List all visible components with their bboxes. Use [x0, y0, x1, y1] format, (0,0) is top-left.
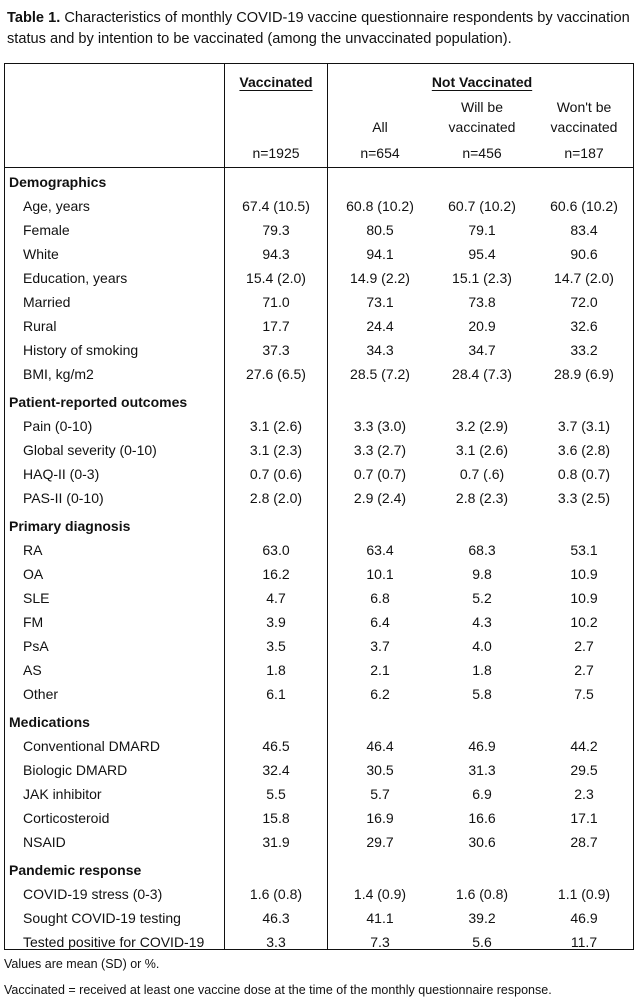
cell-value: 46.3 — [262, 910, 290, 926]
table-row — [5, 462, 633, 486]
cell-value: 73.1 — [366, 294, 394, 310]
table-row — [5, 338, 633, 362]
cell-value: 79.3 — [262, 222, 290, 238]
cell-value: 14.9 (2.2) — [350, 270, 410, 286]
table-row — [5, 586, 633, 610]
cell-value: 4.0 — [472, 638, 492, 654]
table-row — [5, 634, 633, 658]
row-label: HAQ-II (0-3) — [23, 466, 100, 482]
table-label: Table 1. — [7, 10, 61, 26]
row-label: PAS-II (0-10) — [23, 490, 104, 506]
cell-value: 94.3 — [262, 246, 290, 262]
cell-value: 3.5 — [266, 638, 286, 654]
cell-value: 3.3 (2.5) — [557, 490, 611, 506]
cell-value: 24.4 — [366, 318, 394, 334]
cell-value: 60.6 (10.2) — [550, 198, 618, 214]
cell-value: 28.4 (7.3) — [452, 366, 512, 382]
cell-value: 60.8 (10.2) — [346, 198, 414, 214]
cell-value: 9.8 — [472, 566, 492, 582]
row-label: RA — [23, 542, 43, 558]
cell-value: 29.5 — [570, 762, 598, 778]
cell-value: 53.1 — [570, 542, 598, 558]
row-label: Corticosteroid — [23, 810, 110, 826]
table-row — [5, 362, 633, 386]
cell-value: 90.6 — [570, 246, 598, 262]
cell-value: 30.5 — [366, 762, 394, 778]
table-row — [5, 290, 633, 314]
cell-value: 3.7 — [370, 638, 390, 654]
section-header: Medications — [9, 714, 90, 730]
cell-value: 83.4 — [570, 222, 598, 238]
cell-value: 10.9 — [570, 566, 598, 582]
cell-value: 5.5 — [266, 786, 286, 802]
cell-value: 67.4 (10.5) — [242, 198, 310, 214]
table-row — [5, 658, 633, 682]
row-label: Sought COVID-19 testing — [23, 910, 181, 926]
cell-value: 71.0 — [262, 294, 290, 310]
cell-value: 2.7 — [574, 638, 594, 654]
table-row — [5, 758, 633, 782]
table-row — [5, 906, 633, 930]
cell-value: 31.3 — [468, 762, 496, 778]
cell-value: 0.7 (0.7) — [353, 466, 407, 482]
cell-value: 2.9 (2.4) — [353, 490, 407, 506]
table-row — [5, 682, 633, 706]
group-header-not-vaccinated: Not Vaccinated — [431, 74, 533, 90]
cell-value: 14.7 (2.0) — [554, 270, 614, 286]
cell-value: 31.9 — [262, 834, 290, 850]
cell-value: 80.5 — [366, 222, 394, 238]
cell-value: 3.3 (2.7) — [353, 442, 407, 458]
cell-value: 7.3 — [370, 934, 390, 950]
cell-value: 30.6 — [468, 834, 496, 850]
row-label: Rural — [23, 318, 57, 334]
cell-value: 5.6 — [472, 934, 492, 950]
table-row — [5, 414, 633, 438]
cell-value: 2.7 — [574, 662, 594, 678]
table-row — [5, 314, 633, 338]
cell-value: 28.9 (6.9) — [554, 366, 614, 382]
cell-value: 3.1 (2.6) — [249, 418, 303, 434]
cell-value: 63.4 — [366, 542, 394, 558]
table-row — [5, 930, 633, 954]
row-label: OA — [23, 566, 44, 582]
col-header-wont-line2: vaccinated — [550, 119, 618, 135]
table-body — [5, 170, 633, 954]
cell-value: 7.5 — [574, 686, 594, 702]
cell-value: 3.1 (2.6) — [455, 442, 509, 458]
cell-value: 73.8 — [468, 294, 496, 310]
cell-value: 3.9 — [266, 614, 286, 630]
cell-value: 17.1 — [570, 810, 598, 826]
section-header: Primary diagnosis — [9, 518, 131, 534]
cell-value: 2.1 — [370, 662, 390, 678]
cell-value: 6.4 — [370, 614, 390, 630]
row-label: Female — [23, 222, 70, 238]
cell-value: 34.7 — [468, 342, 496, 358]
cell-value: 2.3 — [574, 786, 594, 802]
cell-value: 11.7 — [570, 934, 598, 950]
cell-value: 6.2 — [370, 686, 390, 702]
col-header-will-line2: vaccinated — [448, 119, 516, 135]
cell-value: 15.4 (2.0) — [246, 270, 306, 286]
header-divider — [5, 167, 633, 168]
cell-value: 41.1 — [366, 910, 394, 926]
row-label: Pain (0-10) — [23, 418, 93, 434]
cell-value: 10.2 — [570, 614, 598, 630]
cell-value: 15.8 — [262, 810, 290, 826]
row-label: Other — [23, 686, 59, 702]
cell-value: 3.3 (3.0) — [353, 418, 407, 434]
cell-value: 60.7 (10.2) — [448, 198, 516, 214]
table-row — [5, 242, 633, 266]
table-row — [5, 610, 633, 634]
table-row — [5, 562, 633, 586]
table-row — [5, 830, 633, 854]
cell-value: 10.1 — [366, 566, 394, 582]
cell-value: 16.9 — [366, 810, 394, 826]
table-row — [5, 218, 633, 242]
cell-value: 1.4 (0.9) — [353, 886, 407, 902]
cell-value: 5.2 — [472, 590, 492, 606]
col-header-wont-line1: Won't be — [556, 99, 612, 115]
table-caption-text: Characteristics of monthly COVID-19 vaccine questionnaire respondents by vaccination status and by intention to be vaccinated (among the unvaccinated population). — [7, 10, 630, 47]
cell-value: 4.3 — [472, 614, 492, 630]
cell-value: 6.8 — [370, 590, 390, 606]
row-label: COVID-19 stress (0-3) — [23, 886, 163, 902]
cell-value: 44.2 — [570, 738, 598, 754]
col-n-will: n=456 — [462, 145, 502, 161]
cell-value: 16.6 — [468, 810, 496, 826]
cell-value: 0.7 (.6) — [459, 466, 505, 482]
cell-value: 1.1 (0.9) — [557, 886, 611, 902]
cell-value: 29.7 — [366, 834, 394, 850]
table-row — [5, 806, 633, 830]
row-label: Conventional DMARD — [23, 738, 160, 754]
cell-value: 3.3 — [266, 934, 286, 950]
cell-value: 46.5 — [262, 738, 290, 754]
row-label: Age, years — [23, 198, 90, 214]
cell-value: 5.7 — [370, 786, 390, 802]
row-label: History of smoking — [23, 342, 139, 358]
row-label: Married — [23, 294, 71, 310]
table-row — [5, 438, 633, 462]
cell-value: 17.7 — [262, 318, 290, 334]
table-row — [5, 266, 633, 290]
cell-value: 1.6 (0.8) — [249, 886, 303, 902]
cell-value: 6.1 — [266, 686, 286, 702]
row-label: FM — [23, 614, 44, 630]
cell-value: 3.6 (2.8) — [557, 442, 611, 458]
cell-value: 46.9 — [468, 738, 496, 754]
cell-value: 46.9 — [570, 910, 598, 926]
group-header-vaccinated: Vaccinated — [239, 74, 313, 90]
table-row — [5, 486, 633, 510]
section-header: Patient-reported outcomes — [9, 394, 188, 410]
row-label: SLE — [23, 590, 50, 606]
cell-value: 3.7 (3.1) — [557, 418, 611, 434]
row-label: JAK inhibitor — [23, 786, 102, 802]
cell-value: 1.8 — [266, 662, 286, 678]
cell-value: 2.8 (2.3) — [455, 490, 509, 506]
cell-value: 15.1 (2.3) — [452, 270, 512, 286]
row-label: NSAID — [23, 834, 66, 850]
note-values: Values are mean (SD) or %. — [4, 957, 160, 971]
cell-value: 20.9 — [468, 318, 496, 334]
col-n-all: n=654 — [360, 145, 400, 161]
section-header: Demographics — [9, 174, 107, 190]
cell-value: 68.3 — [468, 542, 496, 558]
cell-value: 3.2 (2.9) — [455, 418, 509, 434]
note-vaccinated-definition: Vaccinated = received at least one vaccine dose at the time of the monthly questionnaire response. — [4, 983, 552, 997]
cell-value: 79.1 — [468, 222, 496, 238]
row-label: BMI, kg/m2 — [23, 366, 94, 382]
cell-value: 4.7 — [266, 590, 286, 606]
cell-value: 28.5 (7.2) — [350, 366, 410, 382]
row-label: PsA — [23, 638, 49, 654]
cell-value: 37.3 — [262, 342, 290, 358]
cell-value: 32.6 — [570, 318, 598, 334]
row-label: White — [23, 246, 59, 262]
cell-value: 5.8 — [472, 686, 492, 702]
table-caption — [7, 8, 635, 50]
col-n-wont: n=187 — [564, 145, 604, 161]
cell-value: 3.1 (2.3) — [249, 442, 303, 458]
table-row — [5, 734, 633, 758]
table-row — [5, 194, 633, 218]
cell-value: 39.2 — [468, 910, 496, 926]
cell-value: 1.8 — [472, 662, 492, 678]
cell-value: 16.2 — [262, 566, 290, 582]
cell-value: 95.4 — [468, 246, 496, 262]
cell-value: 0.7 (0.6) — [249, 466, 303, 482]
row-label: Education, years — [23, 270, 128, 286]
cell-value: 0.8 (0.7) — [557, 466, 611, 482]
cell-value: 63.0 — [262, 542, 290, 558]
cell-value: 46.4 — [366, 738, 394, 754]
cell-value: 6.9 — [472, 786, 492, 802]
table-row — [5, 782, 633, 806]
row-label: Tested positive for COVID-19 — [23, 934, 205, 950]
row-label: Biologic DMARD — [23, 762, 128, 778]
table-row — [5, 882, 633, 906]
cell-value: 27.6 (6.5) — [246, 366, 306, 382]
cell-value: 33.2 — [570, 342, 598, 358]
cell-value: 32.4 — [262, 762, 290, 778]
cell-value: 10.9 — [570, 590, 598, 606]
table-notes — [4, 954, 552, 1006]
col-header-all: All — [372, 119, 388, 135]
row-label: Global severity (0-10) — [23, 442, 157, 458]
cell-value: 94.1 — [366, 246, 394, 262]
col-header-will-line1: Will be — [460, 99, 503, 115]
col-n-vaccinated: n=1925 — [252, 145, 300, 161]
characteristics-table — [4, 63, 634, 950]
row-label: AS — [23, 662, 42, 678]
cell-value: 28.7 — [570, 834, 598, 850]
table-row — [5, 538, 633, 562]
cell-value: 2.8 (2.0) — [249, 490, 303, 506]
section-header: Pandemic response — [9, 862, 142, 878]
cell-value: 34.3 — [366, 342, 394, 358]
cell-value: 72.0 — [570, 294, 598, 310]
cell-value: 1.6 (0.8) — [455, 886, 509, 902]
